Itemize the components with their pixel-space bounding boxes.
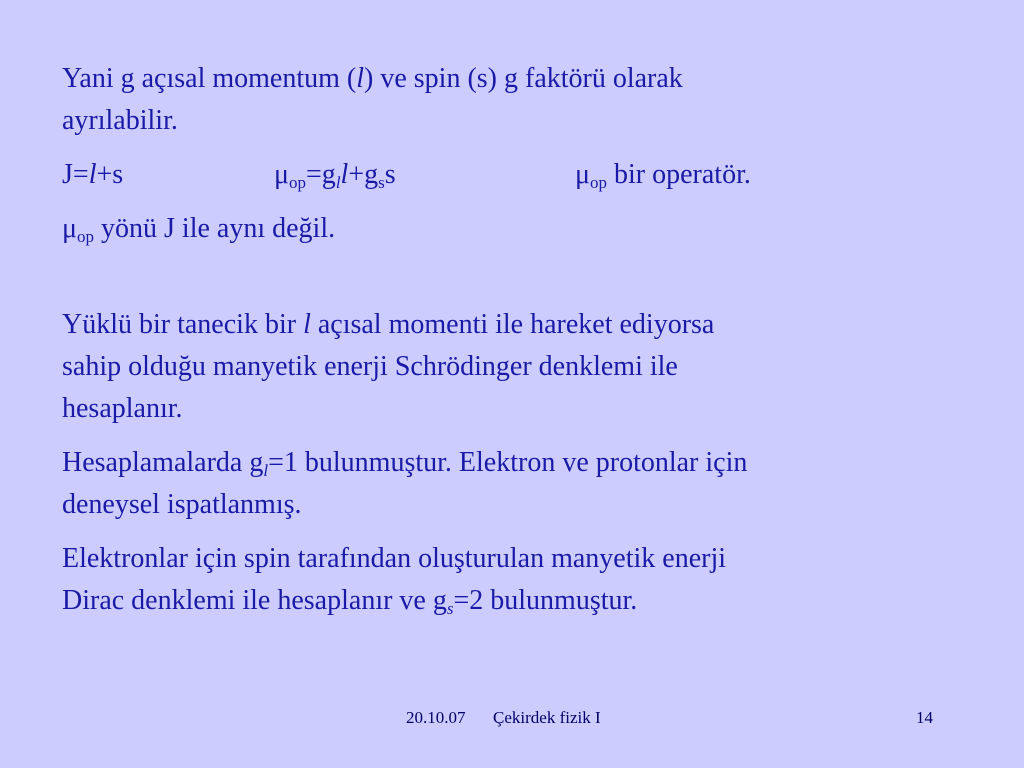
text-line: $\mu_{op}$ yönü J ile aynı değil. (62, 213, 336, 246)
slide-body (62, 58, 962, 622)
footer-title: Çekirdek fizik I (493, 708, 601, 727)
page-number: 14 (916, 708, 933, 727)
paragraph-direction (62, 208, 962, 250)
text-line: sahip olduğu manyetik enerji Schrödinger denklemi ile (62, 351, 678, 382)
text-line: hesaplanır. (62, 393, 183, 424)
text-line: deneysel ispatlanmış. (62, 489, 302, 520)
text-line: ayrılabilir. (62, 105, 178, 136)
text-line: Dirac denklemi ile hesaplanır ve $g_s=2$ bulunmuştur. (62, 585, 638, 618)
operator-note: $\mu_{op}$ bir operatör. (575, 159, 751, 192)
text-line: Hesaplamalarda $g_l=1$ bulunmuştur. Elektron ve protonlar için (62, 447, 748, 480)
equation-row (62, 154, 962, 196)
paragraph-dirac (62, 538, 962, 622)
magnetic-moment-operator-equation: $\mu_{op}=g_ll+g_ss$ (274, 159, 396, 192)
text-line: Yani g açısal momentum (l) ve spin (s) g faktörü olarak (62, 63, 683, 94)
paragraph-angular-momentum (62, 58, 962, 142)
paragraph-schrodinger (62, 304, 962, 430)
text-line: Yüklü bir tanecik bir l açısal momenti ile hareket ediyorsa (62, 309, 715, 340)
footer-date: 20.10.07 (406, 708, 466, 727)
paragraph-calculations (62, 442, 962, 526)
total-angular-momentum-equation: J=l+s (62, 159, 124, 190)
text-line: Elektronlar için spin tarafından oluşturulan manyetik enerji (62, 543, 727, 574)
